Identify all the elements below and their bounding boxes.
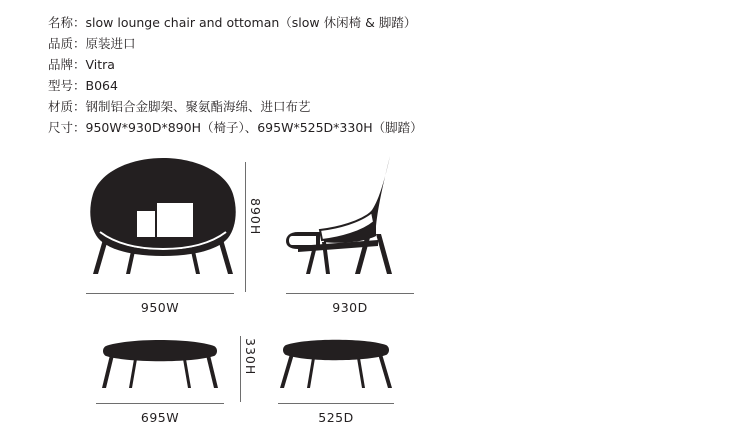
ottoman-front-view xyxy=(90,330,230,400)
chair-front-baseline xyxy=(86,293,234,294)
spec-label: 型号： xyxy=(48,78,86,93)
spec-value: 钢制铝合金脚架、聚氨酯海绵、进口布艺 xyxy=(85,99,311,114)
chair-side-view xyxy=(280,150,410,290)
chair-side-baseline xyxy=(286,293,414,294)
spec-value: Vitra xyxy=(85,57,115,72)
ottoman-front-baseline xyxy=(96,403,224,404)
spec-row xyxy=(48,75,708,96)
spec-value: 原装进口 xyxy=(85,36,136,51)
ottoman-side-caption: 525D xyxy=(318,410,354,425)
spec-label: 材质： xyxy=(48,99,86,114)
ottoman-front-caption: 695W xyxy=(140,410,180,425)
spec-label: 尺寸： xyxy=(48,120,86,135)
ottoman-side-silhouette xyxy=(272,330,402,400)
spec-value: slow lounge chair and ottoman（slow 休闲椅 & 脚踏） xyxy=(85,15,417,30)
lounge-chair-side-silhouette xyxy=(280,150,410,290)
spec-row xyxy=(48,33,708,54)
ottoman-height-dimension-line xyxy=(240,336,241,402)
spec-row xyxy=(48,54,708,75)
spec-row xyxy=(48,117,708,138)
chair-front-view xyxy=(78,150,248,290)
dimension-drawings xyxy=(0,150,750,430)
spec-label: 名称： xyxy=(48,15,86,30)
spec-label: 品质： xyxy=(48,36,86,51)
ottoman-side-baseline xyxy=(278,403,394,404)
spec-label: 品牌： xyxy=(48,57,86,72)
spec-row xyxy=(48,12,708,33)
spec-list xyxy=(48,12,708,138)
chair-height-label: 890H xyxy=(248,198,263,236)
ottoman-side-view xyxy=(272,330,402,400)
chair-front-caption: 950W xyxy=(140,300,180,315)
ottoman-height-label: 330H xyxy=(243,338,258,376)
spec-value: 950W*930D*890H（椅子）、695W*525D*330H（脚踏） xyxy=(85,120,423,135)
chair-side-caption: 930D xyxy=(332,300,368,315)
lounge-chair-front-silhouette xyxy=(78,150,248,290)
chair-height-dimension-line xyxy=(245,162,246,292)
ottoman-front-silhouette xyxy=(90,330,230,400)
spec-value: B064 xyxy=(85,78,118,93)
spec-row xyxy=(48,96,708,117)
